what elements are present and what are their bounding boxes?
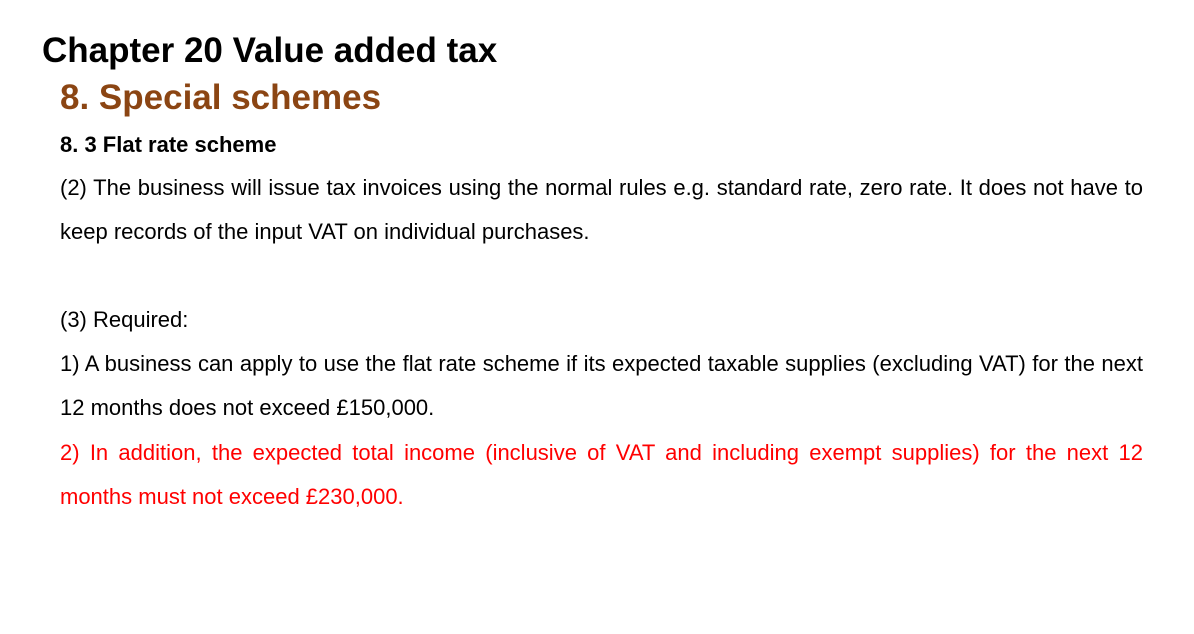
paragraph-tax-invoices: (2) The business will issue tax invoices using the normal rules e.g. standard rate, zero rate. It does not have to keep records of the input VAT on individual purchases. — [60, 175, 1143, 244]
subsection-title: 8. 3 Flat rate scheme — [60, 132, 277, 157]
paragraph-required-heading: (3) Required: — [60, 307, 189, 332]
paragraph-taxable-supplies-limit: 1) A business can apply to use the flat rate scheme if its expected taxable supplies (excluding VAT) for the next 12 months does not exceed £150,000. — [60, 351, 1143, 420]
chapter-title: Chapter 20 Value added tax — [42, 31, 498, 70]
section-title: 8. Special schemes — [60, 78, 382, 117]
paragraph-total-income-limit: 2) In addition, the expected total income (inclusive of VAT and including exempt supplies) for the next 12 months must not exceed £230,000. — [60, 440, 1143, 509]
